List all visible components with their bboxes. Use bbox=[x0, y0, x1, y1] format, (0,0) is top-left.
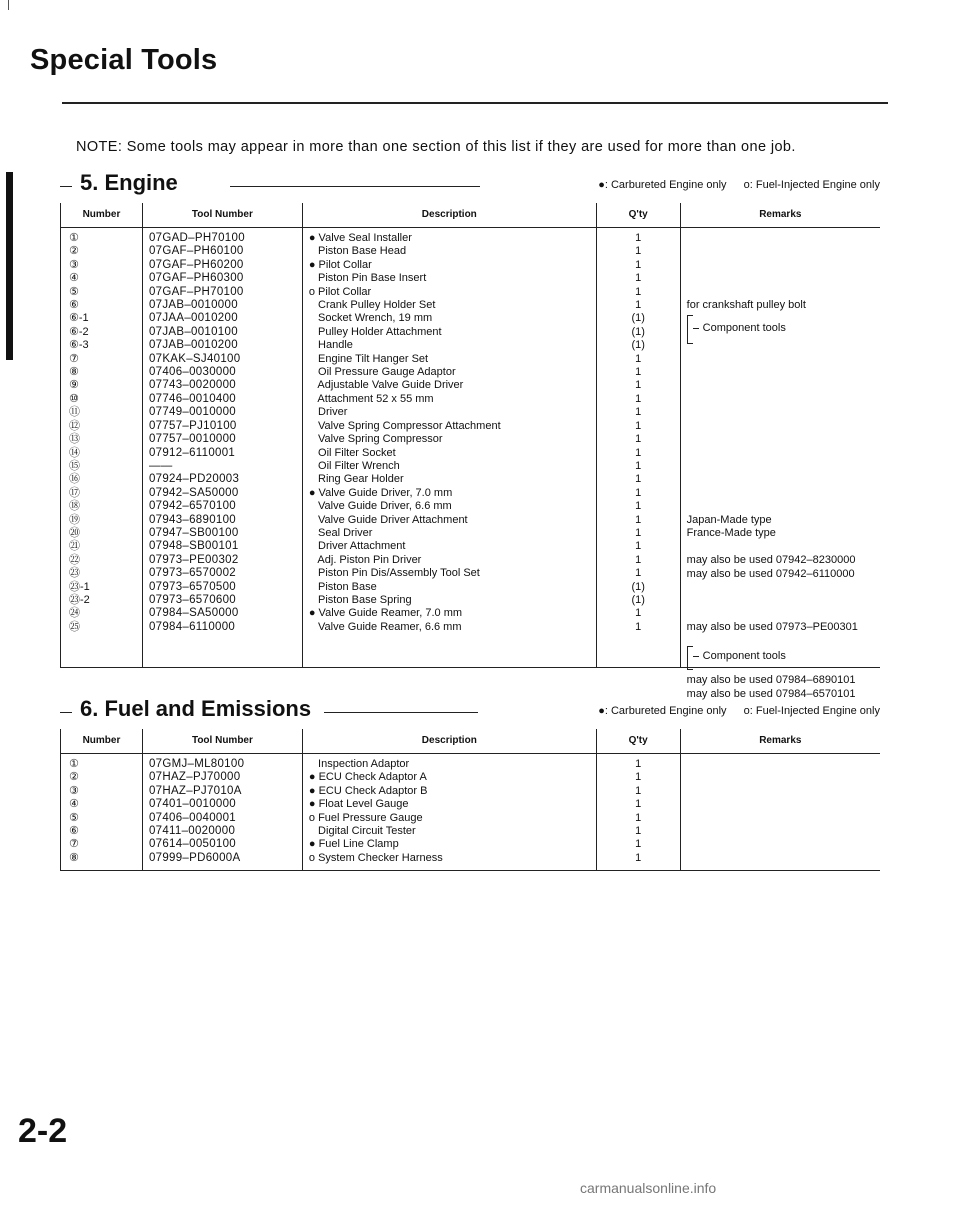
corner-tick bbox=[8, 0, 9, 10]
col-qty: Q'ty bbox=[596, 203, 680, 228]
section-corner bbox=[60, 186, 72, 187]
remark-japan-made: Japan-Made type bbox=[686, 514, 772, 526]
legend-fuel-injected: o: Fuel-Injected Engine only bbox=[743, 179, 880, 191]
page-number: 2-2 bbox=[18, 1112, 68, 1150]
quantities: 1 1 1 1 1 1 1 1 bbox=[596, 754, 680, 871]
remark-also-used: may also be used 07984–6570101 bbox=[686, 688, 856, 700]
col-remarks: Remarks bbox=[680, 203, 880, 228]
watermark: carmanualsonline.info bbox=[580, 1180, 717, 1196]
remark-crank-bolt: for crankshaft pulley bolt bbox=[686, 299, 806, 311]
note-text: NOTE: Some tools may appear in more than one section of this list if they are used for more than one job. bbox=[76, 139, 796, 155]
remark-also-used: may also be used 07942–6110000 bbox=[686, 568, 855, 580]
bracket bbox=[687, 315, 693, 344]
col-number: Number bbox=[61, 729, 143, 754]
tool-numbers: 07GAD–PH70100 07GAF–PH60100 07GAF–PH60200 07GAF–PH60300 07GAF–PH70100 07JAB–0010000 07JAA–0010200 07JAB–0010100 07JAB–0010200 07KAK–SJ40100 07406–0030000 07743–0020000 07746–0010400 07749–0010000 07757–PJ10100 07757–0010000 07912–6110001 —— 07924–PD20003 07942–SA50000 07942–6570100 07943–6890100 07947–SB00100 07948–SB00101 07973–PE00302 07973–6570002 07973–6570500 07973–6570600 07984–SA50000 07984–6110000 bbox=[142, 228, 302, 668]
margin-bar bbox=[6, 172, 13, 360]
remarks-cell bbox=[680, 228, 880, 700]
engine-tools-table bbox=[60, 203, 880, 700]
remark-component-tools: Component tools bbox=[702, 650, 786, 662]
table-header-row bbox=[61, 203, 881, 228]
col-qty: Q'ty bbox=[596, 729, 680, 754]
remark-also-used: may also be used 07973–PE00301 bbox=[686, 621, 858, 633]
bracket bbox=[687, 646, 693, 670]
bracket-tick bbox=[693, 656, 699, 657]
engine-section-title: 5. Engine bbox=[80, 170, 178, 195]
remark-also-used: may also be used 07984–6890101 bbox=[686, 674, 856, 686]
section-corner bbox=[60, 712, 72, 713]
section-rule bbox=[324, 712, 478, 713]
col-tool-number: Tool Number bbox=[142, 203, 302, 228]
tool-numbers: 07GMJ–ML80100 07HAZ–PJ70000 07HAZ–PJ7010A 07401–0010000 07406–0040001 07411–0020000 07614–0050100 07999–PD6000A bbox=[142, 754, 302, 871]
col-description: Description bbox=[302, 729, 596, 754]
fuel-legend bbox=[584, 705, 880, 717]
legend-carbureted: ●: Carbureted Engine only bbox=[598, 179, 727, 191]
col-remarks: Remarks bbox=[680, 729, 880, 754]
fuel-tools-table bbox=[60, 729, 880, 871]
bracket-tick bbox=[693, 328, 699, 329]
table-row bbox=[61, 228, 881, 668]
page-title: Special Tools bbox=[30, 44, 218, 76]
descriptions: ● Valve Seal Installer Piston Base Head ● Pilot Collar Piston Pin Base Insert o Pilot Collar Crank Pulley Holder Set Socket Wrench, 19 mm Pulley Holder Attachment Handle Engine Tilt Hanger Set Oil Pressure Gauge Adaptor Adjustable Valve Guide Driver Attachment 52 x 55 mm Driver Valve Spring Compressor Attachment Valve Spring Compressor Oil Filter Socket Oil Filter Wrench Ring Gear Holder ● Valve Guide Driver, 7.0 mm Valve Guide Driver, 6.6 mm Valve Guide Driver Attachment Seal Driver Driver Attachment Adj. Piston Pin Driver Piston Pin Dis/Assembly Tool Set Piston Base Piston Base Spring ● Valve Guide Reamer, 7.0 mm Valve Guide Reamer, 6.6 mm bbox=[302, 228, 596, 668]
engine-section-header bbox=[60, 170, 880, 202]
remark-also-used: may also be used 07942–8230000 bbox=[686, 554, 856, 566]
remark-france-made: France-Made type bbox=[686, 527, 776, 539]
fuel-section-title: 6. Fuel and Emissions bbox=[80, 696, 312, 721]
remarks-cell bbox=[680, 754, 880, 871]
legend-fuel-injected: o: Fuel-Injected Engine only bbox=[743, 705, 880, 717]
table-header-row bbox=[61, 729, 881, 754]
col-tool-number: Tool Number bbox=[142, 729, 302, 754]
col-description: Description bbox=[302, 203, 596, 228]
item-numbers: ① ② ③ ④ ⑤ ⑥ ⑦ ⑧ bbox=[69, 758, 79, 864]
engine-legend bbox=[584, 179, 880, 191]
section-rule bbox=[230, 186, 480, 187]
title-rule bbox=[62, 102, 888, 104]
legend-carbureted: ●: Carbureted Engine only bbox=[598, 705, 727, 717]
quantities: 1 1 1 1 1 1 (1) (1) (1) 1 1 1 1 1 1 1 1 1 1 1 1 1 1 1 1 1 (1) (1) 1 1 bbox=[596, 228, 680, 668]
col-number: Number bbox=[61, 203, 143, 228]
remark-component-tools: Component tools bbox=[702, 322, 786, 334]
descriptions: Inspection Adaptor ● ECU Check Adaptor A ● ECU Check Adaptor B ● Float Level Gauge o Fuel Pressure Gauge Digital Circuit Tester ● Fuel Line Clamp o System Checker Harness bbox=[302, 754, 596, 871]
table-row bbox=[61, 754, 881, 871]
item-numbers: ① ② ③ ④ ⑤ ⑥ ⑥-1 ⑥-2 ⑥-3 ⑦ ⑧ ⑨ ⑩ ⑪ ⑫ ⑬ ⑭ ⑮ ⑯ ⑰ ⑱ ⑲ ⑳ ㉑ ㉒ ㉓ ㉓-1 ㉓-2 ㉔ ㉕ bbox=[69, 232, 90, 633]
fuel-section-header bbox=[60, 696, 880, 728]
